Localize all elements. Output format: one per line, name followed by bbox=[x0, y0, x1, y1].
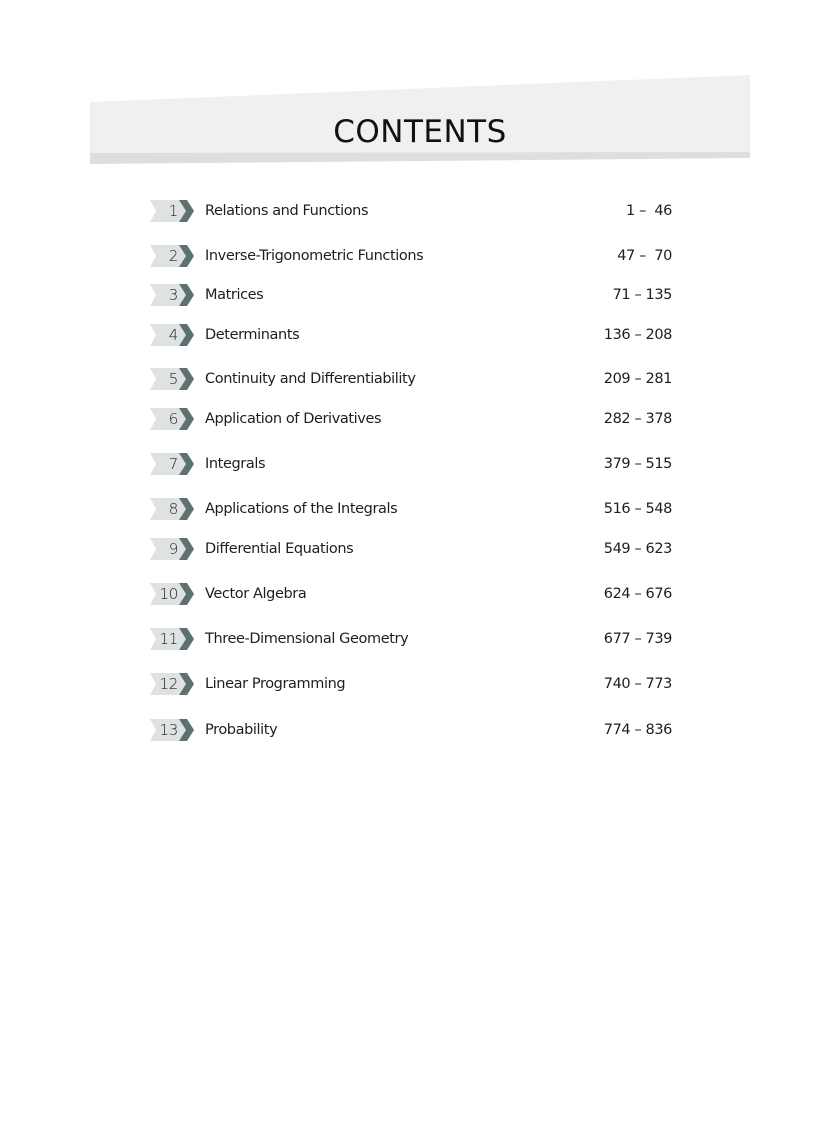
page-range: 740 – 773 bbox=[603, 676, 672, 692]
chapter-badge bbox=[150, 367, 196, 391]
page-range: 379 – 515 bbox=[603, 456, 672, 472]
chapter-badge bbox=[150, 452, 196, 476]
chapter-number: 4 bbox=[168, 326, 178, 344]
chapter-number: 5 bbox=[168, 370, 178, 388]
page-range: 549 – 623 bbox=[603, 541, 672, 557]
chapter-badge bbox=[150, 537, 196, 561]
page-range: 624 – 676 bbox=[603, 586, 672, 602]
chapter-title[interactable]: Three-Dimensional Geometry bbox=[205, 631, 409, 647]
page-range: 136 – 208 bbox=[603, 327, 672, 343]
page-title: CONTENTS bbox=[333, 114, 507, 150]
page-range: 516 – 548 bbox=[603, 501, 672, 517]
chapter-badge bbox=[150, 199, 196, 223]
toc-entry[interactable] bbox=[150, 283, 672, 307]
toc-entry[interactable] bbox=[150, 199, 672, 223]
page-range: 47 – 70 bbox=[617, 248, 672, 264]
chapter-title[interactable]: Differential Equations bbox=[205, 541, 354, 557]
toc-entry[interactable] bbox=[150, 452, 672, 476]
toc-entry[interactable] bbox=[150, 582, 672, 606]
chapter-badge bbox=[150, 323, 196, 347]
toc-entry[interactable] bbox=[150, 367, 672, 391]
chapter-title[interactable]: Probability bbox=[205, 722, 278, 738]
chapter-number: 13 bbox=[159, 721, 178, 739]
chapter-number: 1 bbox=[168, 202, 178, 220]
page-range: 677 – 739 bbox=[603, 631, 672, 647]
chapter-title[interactable]: Applications of the Integrals bbox=[205, 501, 398, 517]
chapter-badge bbox=[150, 627, 196, 651]
chapter-badge bbox=[150, 582, 196, 606]
chapter-title[interactable]: Inverse-Trigonometric Functions bbox=[205, 248, 424, 264]
chapter-badge bbox=[150, 283, 196, 307]
page-range: 209 – 281 bbox=[603, 371, 672, 387]
page-range: 1 – 46 bbox=[626, 203, 672, 219]
chapter-badge bbox=[150, 672, 196, 696]
chapter-badge bbox=[150, 497, 196, 521]
chapter-title[interactable]: Integrals bbox=[205, 456, 266, 472]
chapter-number: 3 bbox=[168, 286, 178, 304]
banner-bottom-strip bbox=[90, 152, 750, 164]
toc-entry[interactable] bbox=[150, 244, 672, 268]
chapter-number: 12 bbox=[159, 675, 178, 693]
chapter-badge bbox=[150, 718, 196, 742]
chapter-title[interactable]: Matrices bbox=[205, 287, 264, 303]
chapter-title[interactable]: Relations and Functions bbox=[205, 203, 369, 219]
chapter-number: 8 bbox=[168, 500, 178, 518]
chapter-number: 11 bbox=[159, 630, 178, 648]
chapter-title[interactable]: Continuity and Differentiability bbox=[205, 371, 416, 387]
contents-banner bbox=[90, 74, 750, 166]
page-range: 282 – 378 bbox=[603, 411, 672, 427]
toc-entry[interactable] bbox=[150, 407, 672, 431]
toc-entry[interactable] bbox=[150, 497, 672, 521]
chapter-number: 6 bbox=[168, 410, 178, 428]
toc-entry[interactable] bbox=[150, 627, 672, 651]
page-range: 774 – 836 bbox=[603, 722, 672, 738]
chapter-badge bbox=[150, 407, 196, 431]
chapter-badge bbox=[150, 244, 196, 268]
chapter-number: 2 bbox=[168, 247, 178, 265]
chapter-number: 7 bbox=[168, 455, 178, 473]
page-range: 71 – 135 bbox=[612, 287, 672, 303]
chapter-title[interactable]: Vector Algebra bbox=[205, 586, 307, 602]
toc-entry[interactable] bbox=[150, 718, 672, 742]
chapter-title[interactable]: Linear Programming bbox=[205, 676, 346, 692]
chapter-number: 9 bbox=[168, 540, 178, 558]
toc-entry[interactable] bbox=[150, 672, 672, 696]
toc-entry[interactable] bbox=[150, 537, 672, 561]
chapter-title[interactable]: Application of Derivatives bbox=[205, 411, 382, 427]
chapter-title[interactable]: Determinants bbox=[205, 327, 300, 343]
toc-entry[interactable] bbox=[150, 323, 672, 347]
chapter-number: 10 bbox=[159, 585, 178, 603]
